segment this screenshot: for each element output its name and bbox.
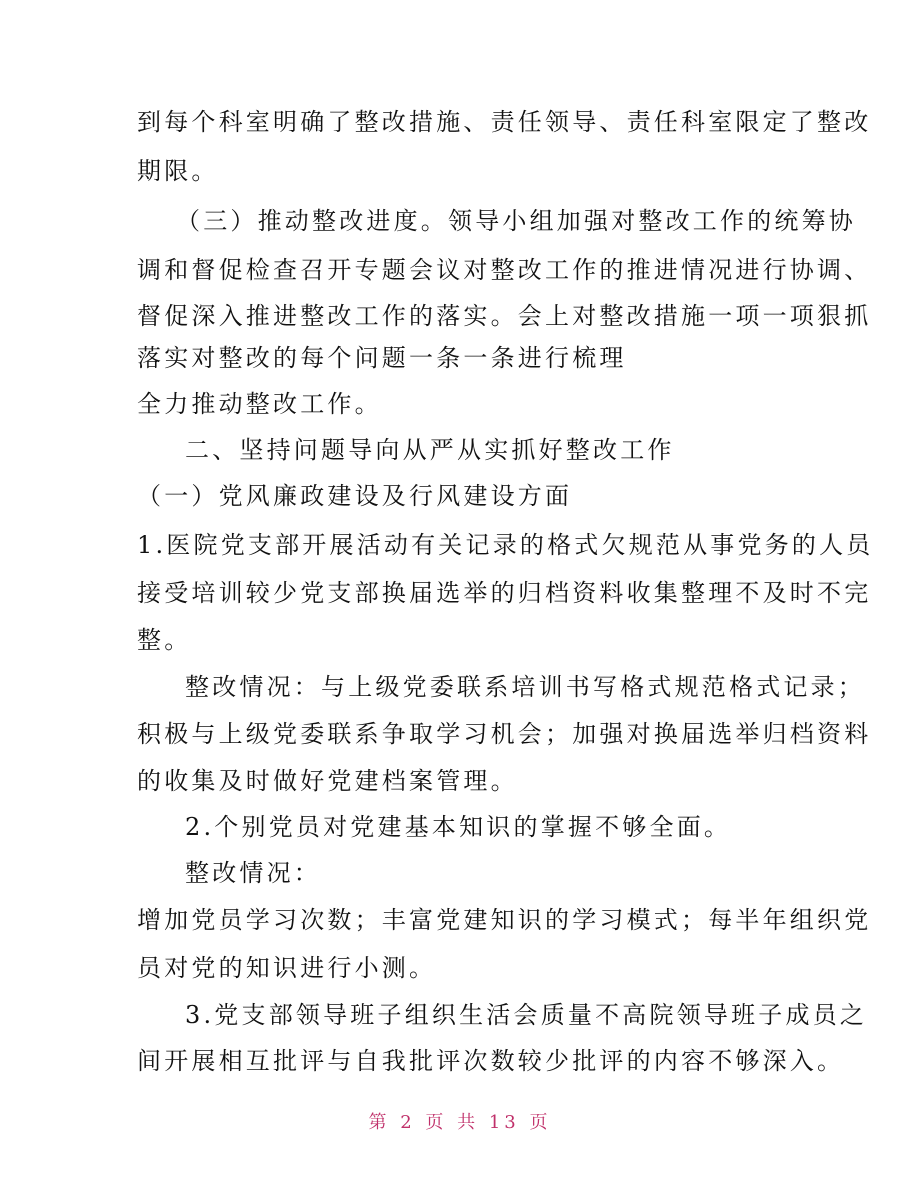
text-line: 期限。	[137, 157, 219, 185]
text-line: 间开展相互批评与自我批评次数较少批评的内容不够深入。	[137, 1047, 845, 1075]
section-heading: 二、坚持问题导向从严从实抓好整改工作	[185, 436, 675, 464]
text-line: 员对党的知识进行小测。	[137, 954, 437, 982]
text-line: 调和督促检查召开专题会议对整改工作的推进情况进行协调、	[137, 256, 872, 284]
text-line: 积极与上级党委联系争取学习机会；加强对换届选举归档资料	[137, 720, 872, 748]
text-line: 增加党员学习次数；丰富党建知识的学习模式；每半年组织党	[137, 906, 872, 934]
text-line: 整改情况：与上级党委联系培训书写格式规范格式记录；	[185, 673, 865, 701]
subsection-heading: （一）党风廉政建设及行风建设方面	[137, 482, 573, 510]
text-line: （三）推动整改进度。领导小组加强对整改工作的统筹协	[176, 207, 856, 235]
text-line: 整改情况：	[185, 859, 321, 887]
text-line: 到每个科室明确了整改措施、责任领导、责任科室限定了整改	[137, 108, 872, 136]
text-line: 1.医院党支部开展活动有关记录的格式欠规范从事党务的人员	[137, 531, 874, 559]
text-line: 整。	[137, 626, 192, 654]
text-line: 2.个别党员对党建基本知识的掌握不够全面。	[185, 813, 732, 841]
text-line: 全力推动整改工作。	[137, 390, 382, 418]
text-line: 落实对整改的每个问题一条一条进行梳理	[137, 344, 627, 372]
text-line: 督促深入推进整改工作的落实。会上对整改措施一项一项狠抓	[137, 302, 872, 330]
text-line: 接受培训较少党支部换届选举的归档资料收集整理不及时不完	[137, 579, 872, 607]
text-line: 3.党支部领导班子组织生活会质量不高院领导班子成员之	[185, 1001, 868, 1029]
text-line: 的收集及时做好党建档案管理。	[137, 767, 518, 795]
page-number-footer: 第 2 页 共 13 页	[368, 1112, 552, 1133]
